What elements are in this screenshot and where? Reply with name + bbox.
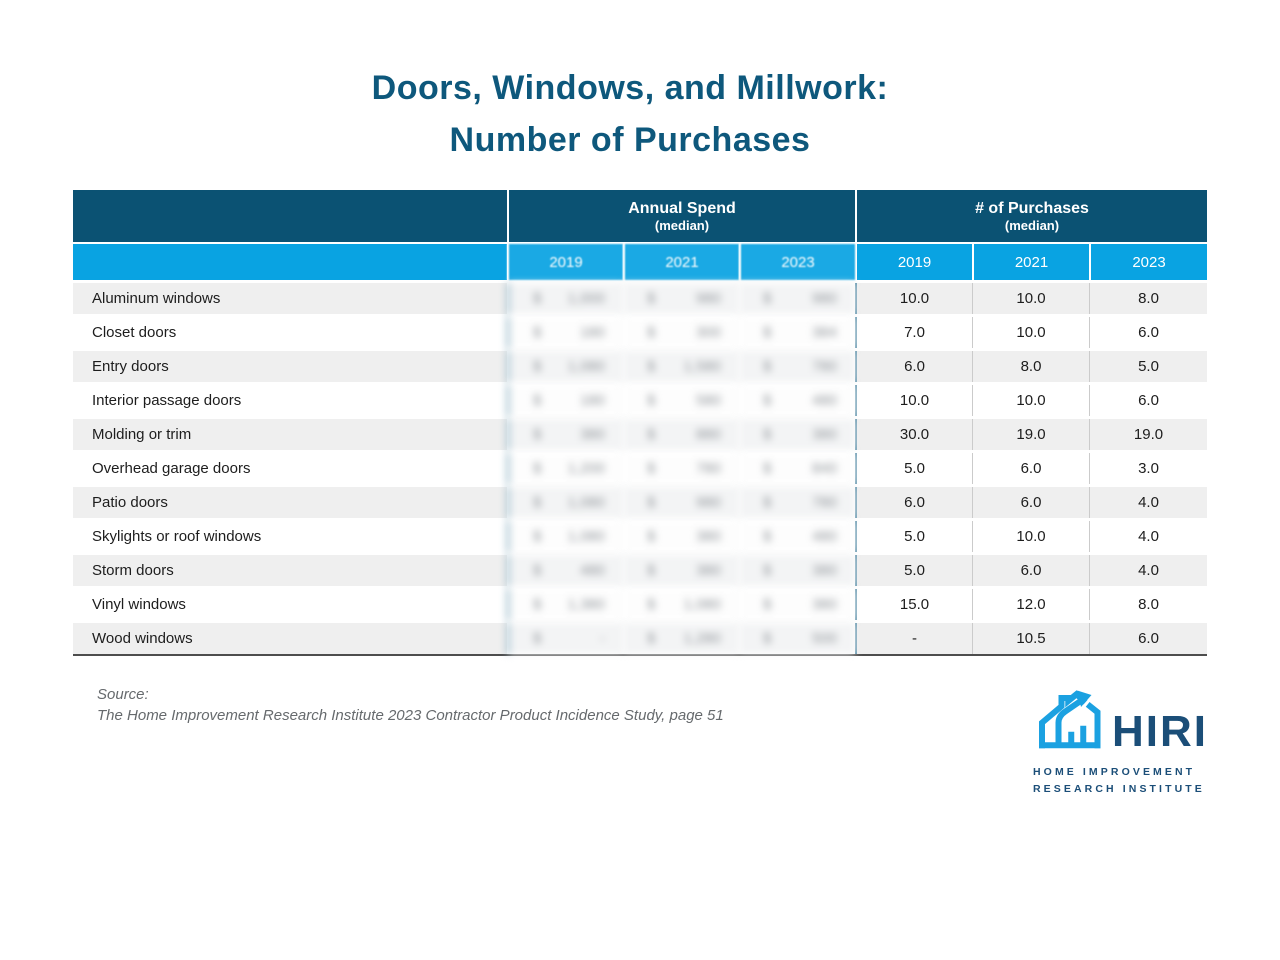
purchases-cell: 12.0 (972, 589, 1089, 620)
dollar-sign: $ (533, 324, 542, 341)
dollar-sign: $ (647, 630, 656, 647)
annual-spend-cell (739, 283, 855, 314)
annual-spend-cell (739, 419, 855, 450)
annual-spend-cell (507, 283, 623, 314)
purchases-cell: 6.0 (855, 351, 972, 382)
table-row (73, 623, 1207, 654)
header-product-spacer (73, 190, 507, 242)
purchases-cell: 19.0 (1089, 419, 1207, 450)
page-title-line2: Number of Purchases (449, 121, 811, 159)
purchases-cell: 6.0 (1089, 317, 1207, 348)
annual-spend-cell (623, 487, 739, 518)
annual-spend-cell (507, 487, 623, 518)
table-row (73, 317, 1207, 348)
purchases-cell: 6.0 (972, 453, 1089, 484)
product-label: Patio doors (73, 487, 507, 518)
spend-value: 384 (811, 324, 837, 341)
purchases-cell: 5.0 (855, 453, 972, 484)
dollar-sign: $ (647, 358, 656, 375)
annual-spend-cell (739, 555, 855, 586)
table-row (73, 487, 1207, 518)
purchases-cell: 19.0 (972, 419, 1089, 450)
annual-spend-cell (507, 623, 623, 654)
dollar-sign: $ (533, 630, 542, 647)
purchases-cell: 8.0 (1089, 589, 1207, 620)
annual-spend-cell (623, 317, 739, 348)
dollar-sign: $ (647, 528, 656, 545)
spend-value: 180 (579, 324, 605, 341)
annual-spend-cell (623, 351, 739, 382)
spend-value: 380 (811, 426, 837, 443)
annual-spend-cell (739, 589, 855, 620)
purchases-sublabel: (median) (1004, 217, 1060, 233)
dollar-sign: $ (763, 596, 772, 613)
spend-value: 780 (811, 358, 837, 375)
annual-spend-cell (507, 419, 623, 450)
annual-spend-cell (739, 623, 855, 654)
logo-subtitle-line2: RESEARCH INSTITUTE (1033, 783, 1205, 795)
spend-value: 1,200 (567, 460, 605, 477)
header-group-annual-spend (507, 190, 855, 242)
product-label: Entry doors (73, 351, 507, 382)
year-header-spend-2019: 2019 (507, 244, 623, 280)
spend-value: 1,000 (567, 290, 605, 307)
annual-spend-cell (507, 589, 623, 620)
annual-spend-label: Annual Spend (628, 199, 736, 217)
table-header-years (73, 244, 1207, 280)
dollar-sign: $ (763, 460, 772, 477)
spend-value: 480 (579, 562, 605, 579)
spend-value: 980 (695, 494, 721, 511)
dollar-sign: $ (647, 426, 656, 443)
source-note (97, 684, 724, 726)
annual-spend-cell (507, 521, 623, 552)
table-row (73, 589, 1207, 620)
page-title-line1: Doors, Windows, and Millwork: (371, 69, 889, 107)
source-label: Source: (97, 686, 149, 703)
purchases-cell: 6.0 (855, 487, 972, 518)
spend-value: 1,080 (567, 528, 605, 545)
purchases-cell: 7.0 (855, 317, 972, 348)
dollar-sign: $ (763, 290, 772, 307)
year-header-spend-2021: 2021 (623, 244, 739, 280)
year-header-spacer (73, 244, 507, 280)
table-body (73, 283, 1207, 654)
table-row (73, 351, 1207, 382)
dollar-sign: $ (647, 392, 656, 409)
purchases-cell: 8.0 (972, 351, 1089, 382)
purchases-cell: 3.0 (1089, 453, 1207, 484)
page-title (0, 62, 1260, 166)
spend-value: 1,380 (567, 596, 605, 613)
dollar-sign: $ (533, 358, 542, 375)
purchases-cell: 6.0 (1089, 385, 1207, 416)
dollar-sign: $ (533, 392, 542, 409)
dollar-sign: $ (763, 324, 772, 341)
dollar-sign: $ (533, 460, 542, 477)
annual-spend-cell (739, 453, 855, 484)
spend-value: 840 (811, 460, 837, 477)
purchases-cell: 6.0 (1089, 623, 1207, 654)
spend-value: 1,580 (683, 358, 721, 375)
annual-spend-cell (739, 521, 855, 552)
dollar-sign: $ (533, 528, 542, 545)
dollar-sign: $ (763, 562, 772, 579)
product-label: Closet doors (73, 317, 507, 348)
dollar-sign: $ (533, 426, 542, 443)
purchases-cell: 6.0 (972, 487, 1089, 518)
dollar-sign: $ (533, 494, 542, 511)
spend-value: 500 (811, 630, 837, 647)
annual-spend-cell (739, 385, 855, 416)
spend-value: 380 (579, 426, 605, 443)
product-label: Molding or trim (73, 419, 507, 450)
dollar-sign: $ (533, 562, 542, 579)
annual-spend-cell (623, 555, 739, 586)
spend-value: - (600, 630, 605, 647)
product-label: Interior passage doors (73, 385, 507, 416)
purchases-cell: 5.0 (855, 521, 972, 552)
product-label: Wood windows (73, 623, 507, 654)
spend-value: 380 (695, 528, 721, 545)
product-label: Skylights or roof windows (73, 521, 507, 552)
purchases-cell: 5.0 (1089, 351, 1207, 382)
spend-value: 1,080 (567, 494, 605, 511)
spend-value: 480 (811, 392, 837, 409)
header-group-purchases (855, 190, 1207, 242)
dollar-sign: $ (647, 460, 656, 477)
purchases-cell: 10.0 (855, 385, 972, 416)
dollar-sign: $ (763, 392, 772, 409)
hiri-wordmark: HIRI (1112, 707, 1208, 756)
table-bottom-border (73, 654, 1207, 656)
annual-spend-cell (739, 317, 855, 348)
year-header-purch-2019: 2019 (855, 244, 972, 280)
purchases-cell: 10.0 (972, 385, 1089, 416)
table-row (73, 453, 1207, 484)
dollar-sign: $ (763, 358, 772, 375)
annual-spend-cell (623, 385, 739, 416)
year-header-spend-2023: 2023 (739, 244, 855, 280)
purchases-cell: 15.0 (855, 589, 972, 620)
hiri-house-chart-icon (1033, 686, 1108, 752)
purchases-cell: 10.0 (972, 283, 1089, 314)
annual-spend-cell (507, 453, 623, 484)
purchases-cell: 30.0 (855, 419, 972, 450)
dollar-sign: $ (647, 596, 656, 613)
annual-spend-cell (507, 351, 623, 382)
spend-value: 1,080 (567, 358, 605, 375)
dollar-sign: $ (647, 562, 656, 579)
annual-spend-cell (739, 487, 855, 518)
spend-value: 480 (811, 528, 837, 545)
annual-spend-cell (623, 589, 739, 620)
spend-value: 180 (579, 392, 605, 409)
annual-spend-cell (623, 453, 739, 484)
annual-spend-cell (623, 419, 739, 450)
table-row (73, 555, 1207, 586)
data-table (73, 190, 1207, 656)
dollar-sign: $ (647, 494, 656, 511)
spend-value: 780 (811, 494, 837, 511)
annual-spend-cell (623, 283, 739, 314)
logo-subtitle-line1: HOME IMPROVEMENT (1033, 766, 1196, 778)
spend-value: 380 (695, 562, 721, 579)
spend-value: 1,080 (683, 596, 721, 613)
table-row (73, 283, 1207, 314)
purchases-label: # of Purchases (975, 199, 1089, 217)
year-header-purch-2021: 2021 (972, 244, 1089, 280)
spend-value: 380 (811, 562, 837, 579)
spend-value: 980 (695, 290, 721, 307)
purchases-cell: 8.0 (1089, 283, 1207, 314)
dollar-sign: $ (533, 596, 542, 613)
annual-spend-cell (507, 317, 623, 348)
table-header-groups (73, 190, 1207, 242)
table-row (73, 521, 1207, 552)
spend-value: 780 (695, 460, 721, 477)
spend-value: 580 (695, 392, 721, 409)
purchases-cell: 10.5 (972, 623, 1089, 654)
dollar-sign: $ (763, 494, 772, 511)
purchases-cell: 6.0 (972, 555, 1089, 586)
spend-value: 300 (695, 324, 721, 341)
table-row (73, 419, 1207, 450)
product-label: Aluminum windows (73, 283, 507, 314)
annual-spend-cell (507, 555, 623, 586)
source-text: The Home Improvement Research Institute 2023 Contractor Product Incidence Study, page 51 (97, 707, 724, 724)
annual-spend-sublabel: (median) (654, 217, 710, 233)
purchases-cell: 4.0 (1089, 487, 1207, 518)
dollar-sign: $ (647, 290, 656, 307)
purchases-cell: 10.0 (972, 317, 1089, 348)
dollar-sign: $ (533, 290, 542, 307)
annual-spend-cell (507, 385, 623, 416)
table-row (73, 385, 1207, 416)
annual-spend-cell (739, 351, 855, 382)
year-header-purch-2023: 2023 (1089, 244, 1207, 280)
purchases-cell: 5.0 (855, 555, 972, 586)
logo-top-row (1033, 686, 1208, 756)
product-label: Storm doors (73, 555, 507, 586)
purchases-cell: 4.0 (1089, 521, 1207, 552)
purchases-cell: - (855, 623, 972, 654)
purchases-cell: 10.0 (972, 521, 1089, 552)
annual-spend-cell (623, 623, 739, 654)
hiri-logo (1033, 686, 1208, 797)
purchases-cell: 10.0 (855, 283, 972, 314)
dollar-sign: $ (647, 324, 656, 341)
spend-value: 980 (811, 290, 837, 307)
annual-spend-cell (623, 521, 739, 552)
purchases-cell: 4.0 (1089, 555, 1207, 586)
spend-value: 880 (695, 426, 721, 443)
product-label: Overhead garage doors (73, 453, 507, 484)
dollar-sign: $ (763, 630, 772, 647)
spend-value: 1,280 (683, 630, 721, 647)
dollar-sign: $ (763, 426, 772, 443)
product-label: Vinyl windows (73, 589, 507, 620)
spend-value: 380 (811, 596, 837, 613)
dollar-sign: $ (763, 528, 772, 545)
